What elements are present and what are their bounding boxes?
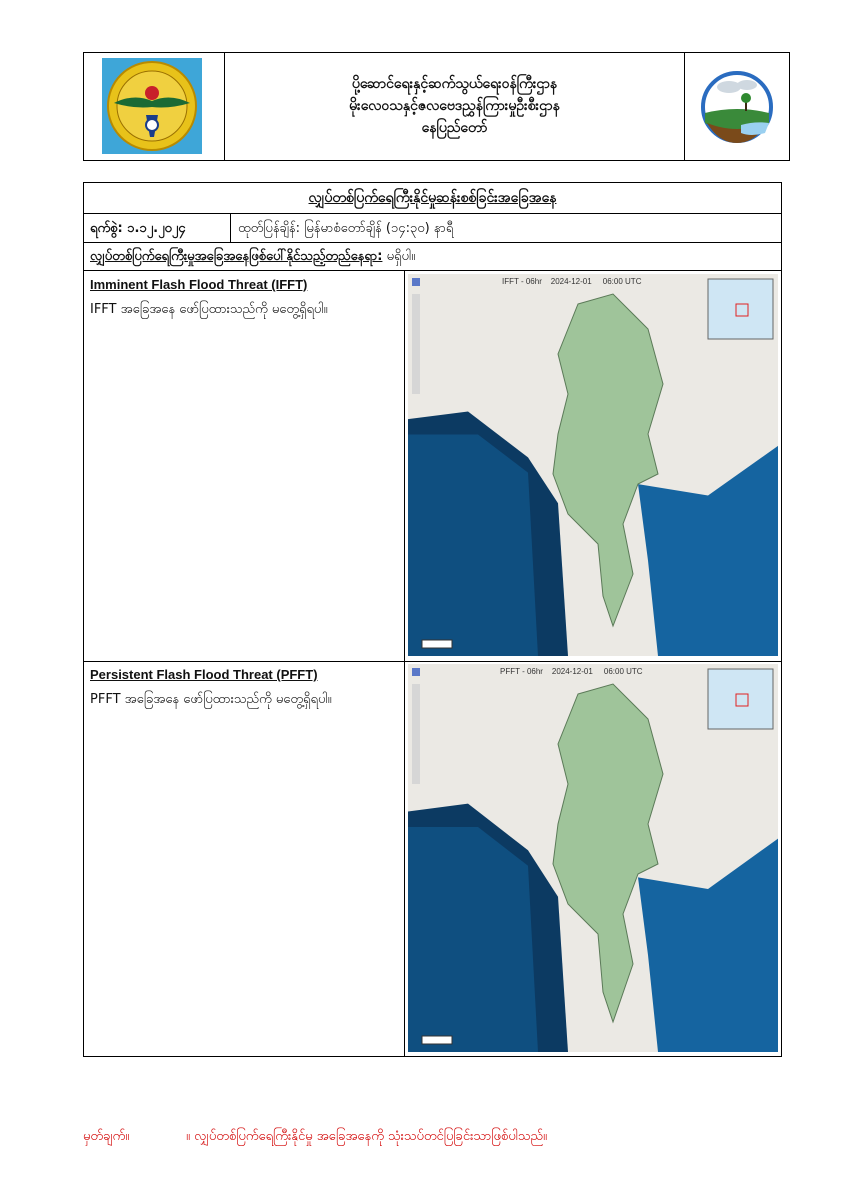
scale-bar <box>422 640 452 648</box>
inset-map <box>708 669 773 729</box>
pfft-map <box>408 664 778 1052</box>
ministry-logo <box>84 53 224 160</box>
pfft-map-label: PFFT - 06hr 2024-12-01 06:00 UTC <box>500 667 643 676</box>
letterhead <box>83 52 790 161</box>
department-name: မိုးလေဝသနှင့်ဇလဗေဒညွှန်ကြားမှုဦးစီးဌာန <box>349 98 560 114</box>
threat-area-value: မရှိပါ။ <box>386 249 416 264</box>
ifft-section <box>84 271 781 662</box>
report-title: လျှပ်တစ်ပြက်ရေကြီးနိုင်မှုဆန်းစစ်ခြင်းအခြေအနေ <box>84 183 781 214</box>
note-text: ။ လျှပ်တစ်ပြက်ရေကြီးနိုင်မှု အခြေအနေကို သုံးသပ်တင်ပြခြင်းသာဖြစ်ပါသည်။ <box>186 1129 547 1144</box>
ministry-name: ပို့ဆောင်ရေးနှင့်ဆက်သွယ်ရေးဝန်ကြီးဌာန <box>351 76 558 92</box>
report-table <box>83 182 782 1057</box>
scale-bar <box>422 1036 452 1044</box>
sea-depth <box>408 434 538 656</box>
pfft-map-image <box>408 664 778 1052</box>
pfft-title: Persistent Flash Flood Threat (PFFT) <box>90 667 318 682</box>
city-name: နေပြည်တော် <box>421 120 488 136</box>
sea-depth <box>408 827 538 1052</box>
inset-map <box>708 279 773 339</box>
ifft-map-label: IFFT - 06hr 2024-12-01 06:00 UTC <box>502 277 642 286</box>
date-issue-row <box>84 214 781 243</box>
issue-time: ထုတ်ပြန်ချိန်: မြန်မာစံတော်ချိန် (၁၄:၃၀) နာရီ <box>238 221 454 236</box>
zoom-slider <box>412 294 420 394</box>
ifft-map-image <box>408 274 778 656</box>
ifft-text: IFFT အခြေအနေ ဖော်ပြထားသည်ကို မတွေ့ရှိရပါ။ <box>90 302 328 317</box>
zoom-in-icon <box>412 278 420 286</box>
ifft-map <box>408 274 778 656</box>
threat-area-row <box>84 243 781 271</box>
ifft-title: Imminent Flash Flood Threat (IFFT) <box>90 277 308 292</box>
ministry-logo-cell <box>84 53 225 160</box>
threat-area-label: လျှပ်တစ်ပြက်ရေကြီးမှုအခြေအနေဖြစ်ပေါ်နိုင်သည့်တည်နေရာ: <box>90 249 383 264</box>
pfft-section <box>84 661 781 1056</box>
department-logo-cell <box>684 53 789 160</box>
pfft-text: PFFT အခြေအနေ ဖော်ပြထားသည်ကို မတွေ့ရှိရပါ။ <box>90 692 332 707</box>
zoom-slider <box>412 684 420 784</box>
zoom-in-icon <box>412 668 420 676</box>
letterhead-text <box>224 53 685 160</box>
report-date: ရက်စွဲ: ၁.၁၂.၂၀၂၄ <box>90 221 186 236</box>
department-logo <box>685 53 789 160</box>
note-prefix: မှတ်ချက်။ <box>83 1129 130 1144</box>
